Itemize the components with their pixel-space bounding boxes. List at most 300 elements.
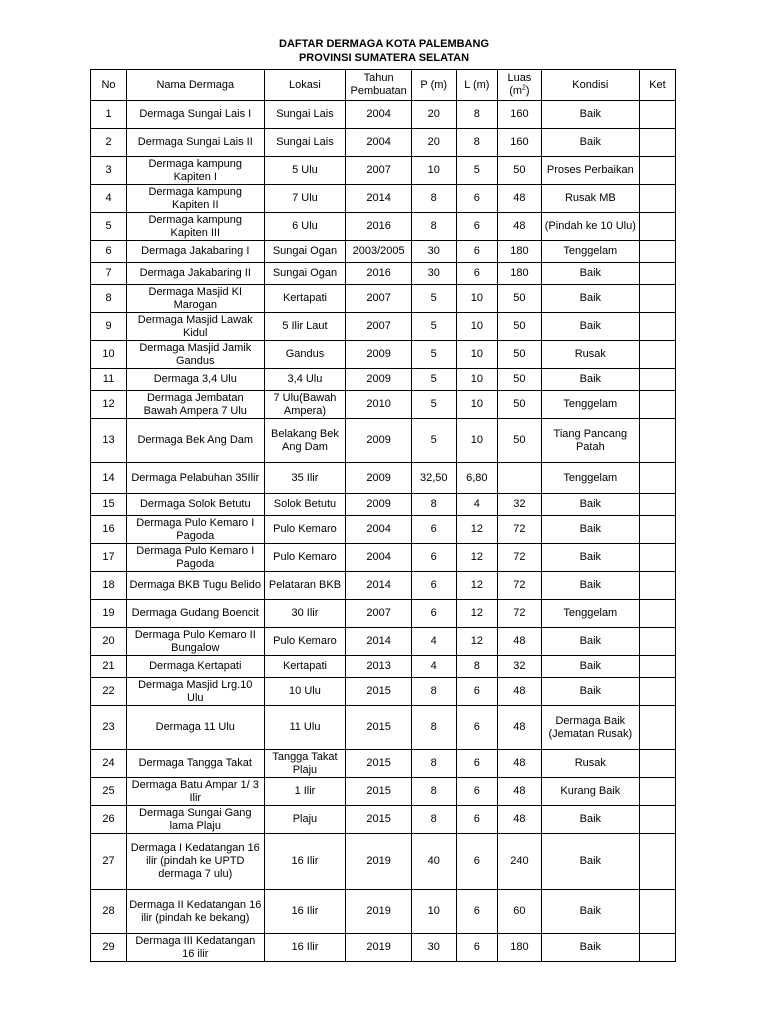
cell-luas [498,463,542,494]
table-row [91,544,676,572]
cell-l: 6 [456,263,497,285]
cell-nama-dermaga: Dermaga II Kedatangan 16 ilir (pindah ke bekang) [127,890,265,934]
table-row [91,656,676,678]
cell-tahun: 2010 [346,391,411,419]
table-row [91,419,676,463]
table-row [91,185,676,213]
cell-no: 8 [91,285,127,313]
cell-tahun: 2009 [346,419,411,463]
cell-kondisi: Baik [541,285,639,313]
cell-tahun: 2004 [346,101,411,129]
cell-nama-dermaga: Dermaga Bek Ang Dam [127,419,265,463]
cell-tahun: 2009 [346,463,411,494]
table-row [91,628,676,656]
cell-kondisi: Proses Perbaikan [541,157,639,185]
cell-tahun: 2004 [346,129,411,157]
cell-lokasi: Solok Betutu [264,494,346,516]
cell-lokasi: Sungai Lais [264,101,346,129]
cell-p: 6 [411,572,456,600]
cell-nama-dermaga: Dermaga Masjid Jamik Gandus [127,341,265,369]
cell-kondisi: Rusak MB [541,185,639,213]
header-luas [498,70,542,101]
cell-l: 10 [456,285,497,313]
cell-l: 10 [456,391,497,419]
cell-luas: 48 [498,678,542,706]
cell-no: 29 [91,934,127,962]
cell-tahun: 2013 [346,656,411,678]
header-ket: Ket [639,70,675,101]
table-row [91,934,676,962]
table-row [91,241,676,263]
header-tahun-pembuatan: Tahun Pembuatan [346,70,411,101]
cell-p: 8 [411,185,456,213]
cell-lokasi: Pulo Kemaro [264,544,346,572]
header-row [91,70,676,101]
cell-luas: 50 [498,341,542,369]
cell-no: 22 [91,678,127,706]
cell-luas: 72 [498,600,542,628]
cell-nama-dermaga: Dermaga III Kedatangan 16 ilir [127,934,265,962]
cell-nama-dermaga: Dermaga Masjid Lawak Kidul [127,313,265,341]
cell-l: 6 [456,213,497,241]
cell-no: 19 [91,600,127,628]
table-row [91,341,676,369]
cell-kondisi: Baik [541,806,639,834]
cell-p: 8 [411,806,456,834]
cell-p: 20 [411,101,456,129]
cell-nama-dermaga: Dermaga Sungai Lais II [127,129,265,157]
cell-l: 6 [456,834,497,890]
cell-kondisi: Tiang Pancang Patah [541,419,639,463]
cell-luas: 48 [498,628,542,656]
cell-nama-dermaga: Dermaga Pulo Kemaro II Bungalow [127,628,265,656]
cell-no: 5 [91,213,127,241]
cell-nama-dermaga: Dermaga Pulo Kemaro I Pagoda [127,544,265,572]
cell-l: 6 [456,806,497,834]
cell-no: 17 [91,544,127,572]
cell-l: 6 [456,778,497,806]
table-row [91,313,676,341]
cell-lokasi: 5 Ilir Laut [264,313,346,341]
cell-kondisi: Baik [541,101,639,129]
cell-ket [639,572,675,600]
cell-ket [639,263,675,285]
cell-ket [639,313,675,341]
cell-lokasi: Sungai Ogan [264,263,346,285]
table-row [91,213,676,241]
cell-kondisi: Kurang Baik [541,778,639,806]
table-row [91,806,676,834]
table-body [91,101,676,962]
cell-l: 6,80 [456,463,497,494]
cell-tahun: 2004 [346,544,411,572]
table-row [91,678,676,706]
cell-lokasi: 3,4 Ulu [264,369,346,391]
cell-luas: 48 [498,750,542,778]
cell-no: 10 [91,341,127,369]
cell-ket [639,544,675,572]
cell-kondisi: Baik [541,678,639,706]
cell-l: 6 [456,750,497,778]
cell-tahun: 2007 [346,313,411,341]
cell-nama-dermaga: Dermaga Sungai Gang lama Plaju [127,806,265,834]
cell-tahun: 2007 [346,600,411,628]
cell-kondisi: Baik [541,544,639,572]
cell-lokasi: Kertapati [264,656,346,678]
cell-nama-dermaga: Dermaga Pulo Kemaro I Pagoda [127,516,265,544]
table-row [91,129,676,157]
cell-ket [639,129,675,157]
cell-lokasi: Belakang Bek Ang Dam [264,419,346,463]
table-row [91,157,676,185]
cell-luas: 48 [498,213,542,241]
cell-p: 5 [411,391,456,419]
cell-ket [639,806,675,834]
cell-p: 8 [411,494,456,516]
cell-l: 6 [456,185,497,213]
cell-tahun: 2003/2005 [346,241,411,263]
cell-p: 32,50 [411,463,456,494]
cell-no: 3 [91,157,127,185]
cell-lokasi: 11 Ulu [264,706,346,750]
table-row [91,572,676,600]
cell-luas: 180 [498,241,542,263]
cell-tahun: 2016 [346,263,411,285]
cell-kondisi: Baik [541,129,639,157]
table-row [91,494,676,516]
cell-lokasi: Sungai Ogan [264,241,346,263]
cell-luas: 50 [498,419,542,463]
cell-p: 30 [411,934,456,962]
cell-luas: 50 [498,313,542,341]
cell-l: 10 [456,369,497,391]
cell-luas: 240 [498,834,542,890]
table-row [91,391,676,419]
header-kondisi: Kondisi [541,70,639,101]
cell-nama-dermaga: Dermaga Masjid Lrg.10 Ulu [127,678,265,706]
cell-tahun: 2007 [346,157,411,185]
cell-luas: 72 [498,516,542,544]
cell-lokasi: 16 Ilir [264,834,346,890]
header-nama-dermaga: Nama Dermaga [127,70,265,101]
cell-nama-dermaga: Dermaga Pelabuhan 35Ilir [127,463,265,494]
cell-lokasi: Pulo Kemaro [264,516,346,544]
cell-p: 6 [411,516,456,544]
cell-tahun: 2014 [346,572,411,600]
header-luas-text: Luas (m [507,72,532,97]
cell-no: 24 [91,750,127,778]
cell-tahun: 2015 [346,806,411,834]
cell-luas: 180 [498,934,542,962]
cell-nama-dermaga: Dermaga Tangga Takat [127,750,265,778]
cell-ket [639,341,675,369]
cell-ket [639,213,675,241]
cell-kondisi: Baik [541,656,639,678]
cell-lokasi: 7 Ulu(Bawah Ampera) [264,391,346,419]
cell-nama-dermaga: Dermaga kampung Kapiten III [127,213,265,241]
cell-no: 7 [91,263,127,285]
cell-lokasi: Gandus [264,341,346,369]
cell-p: 8 [411,778,456,806]
cell-p: 4 [411,656,456,678]
cell-l: 4 [456,494,497,516]
cell-no: 25 [91,778,127,806]
cell-tahun: 2019 [346,890,411,934]
table-row [91,463,676,494]
cell-luas: 32 [498,656,542,678]
cell-no: 27 [91,834,127,890]
cell-p: 8 [411,213,456,241]
header-no: No [91,70,127,101]
cell-p: 5 [411,419,456,463]
cell-ket [639,101,675,129]
cell-no: 26 [91,806,127,834]
cell-luas: 50 [498,391,542,419]
header-luas-superscript: 2 [522,84,526,92]
cell-ket [639,419,675,463]
cell-kondisi: Baik [541,890,639,934]
cell-luas: 180 [498,263,542,285]
table-row [91,750,676,778]
cell-l: 12 [456,516,497,544]
cell-kondisi: Baik [541,572,639,600]
cell-ket [639,678,675,706]
cell-no: 23 [91,706,127,750]
cell-kondisi: Baik [541,934,639,962]
cell-luas: 48 [498,806,542,834]
cell-no: 20 [91,628,127,656]
cell-p: 40 [411,834,456,890]
cell-lokasi: Kertapati [264,285,346,313]
cell-kondisi: Baik [541,834,639,890]
cell-p: 5 [411,341,456,369]
table-row [91,778,676,806]
cell-l: 10 [456,313,497,341]
cell-tahun: 2019 [346,834,411,890]
cell-ket [639,628,675,656]
cell-ket [639,369,675,391]
cell-no: 14 [91,463,127,494]
cell-l: 12 [456,544,497,572]
cell-tahun: 2015 [346,778,411,806]
cell-luas: 50 [498,285,542,313]
cell-p: 30 [411,241,456,263]
cell-tahun: 2019 [346,934,411,962]
cell-l: 6 [456,890,497,934]
cell-ket [639,778,675,806]
cell-l: 12 [456,600,497,628]
cell-nama-dermaga: Dermaga kampung Kapiten II [127,185,265,213]
cell-ket [639,157,675,185]
dock-table [90,69,676,962]
cell-l: 8 [456,129,497,157]
cell-no: 21 [91,656,127,678]
cell-p: 10 [411,890,456,934]
cell-kondisi: Baik [541,494,639,516]
table-row [91,600,676,628]
cell-tahun: 2014 [346,185,411,213]
cell-tahun: 2016 [346,213,411,241]
cell-p: 6 [411,600,456,628]
cell-no: 11 [91,369,127,391]
cell-p: 5 [411,285,456,313]
cell-lokasi: Plaju [264,806,346,834]
cell-luas: 48 [498,778,542,806]
cell-ket [639,241,675,263]
cell-p: 8 [411,750,456,778]
cell-nama-dermaga: Dermaga Jakabaring I [127,241,265,263]
cell-l: 12 [456,628,497,656]
cell-kondisi: Baik [541,369,639,391]
cell-nama-dermaga: Dermaga Masjid KI Marogan [127,285,265,313]
cell-tahun: 2015 [346,750,411,778]
cell-lokasi: 7 Ulu [264,185,346,213]
cell-l: 8 [456,101,497,129]
cell-tahun: 2009 [346,369,411,391]
cell-lokasi: 5 Ulu [264,157,346,185]
cell-lokasi: Pulo Kemaro [264,628,346,656]
table-row [91,285,676,313]
cell-tahun: 2015 [346,678,411,706]
cell-nama-dermaga: Dermaga Jembatan Bawah Ampera 7 Ulu [127,391,265,419]
cell-ket [639,185,675,213]
cell-no: 2 [91,129,127,157]
cell-p: 4 [411,628,456,656]
cell-no: 12 [91,391,127,419]
table-row [91,890,676,934]
table-row [91,263,676,285]
cell-kondisi: Baik [541,628,639,656]
header-luas-close: ) [525,85,530,97]
cell-ket [639,516,675,544]
cell-kondisi: Baik [541,263,639,285]
cell-nama-dermaga: Dermaga 3,4 Ulu [127,369,265,391]
cell-luas: 32 [498,494,542,516]
header-lokasi: Lokasi [264,70,346,101]
document-title [0,37,768,65]
cell-no: 4 [91,185,127,213]
cell-l: 6 [456,934,497,962]
header-l: L (m) [456,70,497,101]
cell-l: 5 [456,157,497,185]
cell-nama-dermaga: Dermaga Sungai Lais I [127,101,265,129]
cell-kondisi: Baik [541,516,639,544]
cell-nama-dermaga: Dermaga 11 Ulu [127,706,265,750]
cell-kondisi: Dermaga Baik (Jematan Rusak) [541,706,639,750]
cell-ket [639,463,675,494]
cell-p: 10 [411,157,456,185]
cell-ket [639,494,675,516]
cell-ket [639,656,675,678]
table-row [91,369,676,391]
cell-nama-dermaga: Dermaga Solok Betutu [127,494,265,516]
cell-l: 8 [456,656,497,678]
cell-lokasi: 6 Ulu [264,213,346,241]
cell-ket [639,890,675,934]
cell-p: 8 [411,706,456,750]
cell-ket [639,706,675,750]
cell-ket [639,285,675,313]
cell-no: 18 [91,572,127,600]
cell-luas: 50 [498,157,542,185]
cell-no: 6 [91,241,127,263]
cell-p: 5 [411,313,456,341]
cell-l: 6 [456,678,497,706]
cell-l: 6 [456,241,497,263]
cell-l: 12 [456,572,497,600]
cell-nama-dermaga: Dermaga Batu Ampar 1/ 3 Ilir [127,778,265,806]
cell-lokasi: 10 Ulu [264,678,346,706]
title-line-2: PROVINSI SUMATERA SELATAN [298,52,470,64]
cell-p: 20 [411,129,456,157]
cell-luas: 72 [498,572,542,600]
cell-ket [639,750,675,778]
cell-no: 9 [91,313,127,341]
cell-lokasi: 16 Ilir [264,890,346,934]
cell-lokasi: 1 Ilir [264,778,346,806]
cell-no: 28 [91,890,127,934]
cell-l: 10 [456,341,497,369]
cell-luas: 60 [498,890,542,934]
cell-tahun: 2004 [346,516,411,544]
cell-kondisi: (Pindah ke 10 Ulu) [541,213,639,241]
cell-l: 6 [456,706,497,750]
cell-kondisi: Tenggelam [541,391,639,419]
cell-l: 10 [456,419,497,463]
cell-p: 30 [411,263,456,285]
cell-kondisi: Baik [541,313,639,341]
cell-kondisi: Rusak [541,341,639,369]
cell-nama-dermaga: Dermaga Gudang Boencit [127,600,265,628]
cell-p: 5 [411,369,456,391]
title-line-1: DAFTAR DERMAGA KOTA PALEMBANG [279,38,489,50]
cell-lokasi: Tangga Takat Plaju [264,750,346,778]
cell-no: 16 [91,516,127,544]
cell-ket [639,600,675,628]
cell-nama-dermaga: Dermaga I Kedatangan 16 ilir (pindah ke UPTD dermaga 7 ulu) [127,834,265,890]
cell-kondisi: Tenggelam [541,600,639,628]
cell-p: 6 [411,544,456,572]
cell-lokasi: 16 Ilir [264,934,346,962]
cell-luas: 160 [498,129,542,157]
cell-tahun: 2009 [346,341,411,369]
cell-kondisi: Tenggelam [541,241,639,263]
cell-tahun: 2015 [346,706,411,750]
cell-no: 1 [91,101,127,129]
cell-kondisi: Tenggelam [541,463,639,494]
cell-tahun: 2009 [346,494,411,516]
cell-lokasi: 30 Ilir [264,600,346,628]
cell-luas: 48 [498,706,542,750]
cell-luas: 72 [498,544,542,572]
cell-kondisi: Rusak [541,750,639,778]
cell-lokasi: Sungai Lais [264,129,346,157]
cell-nama-dermaga: Dermaga kampung Kapiten I [127,157,265,185]
cell-luas: 160 [498,101,542,129]
cell-no: 15 [91,494,127,516]
table-row [91,834,676,890]
cell-p: 8 [411,678,456,706]
table-row [91,516,676,544]
cell-nama-dermaga: Dermaga BKB Tugu Belido [127,572,265,600]
cell-luas: 48 [498,185,542,213]
cell-nama-dermaga: Dermaga Jakabaring II [127,263,265,285]
cell-lokasi: Pelataran BKB [264,572,346,600]
cell-tahun: 2007 [346,285,411,313]
cell-ket [639,391,675,419]
cell-luas: 50 [498,369,542,391]
cell-lokasi: 35 Ilir [264,463,346,494]
